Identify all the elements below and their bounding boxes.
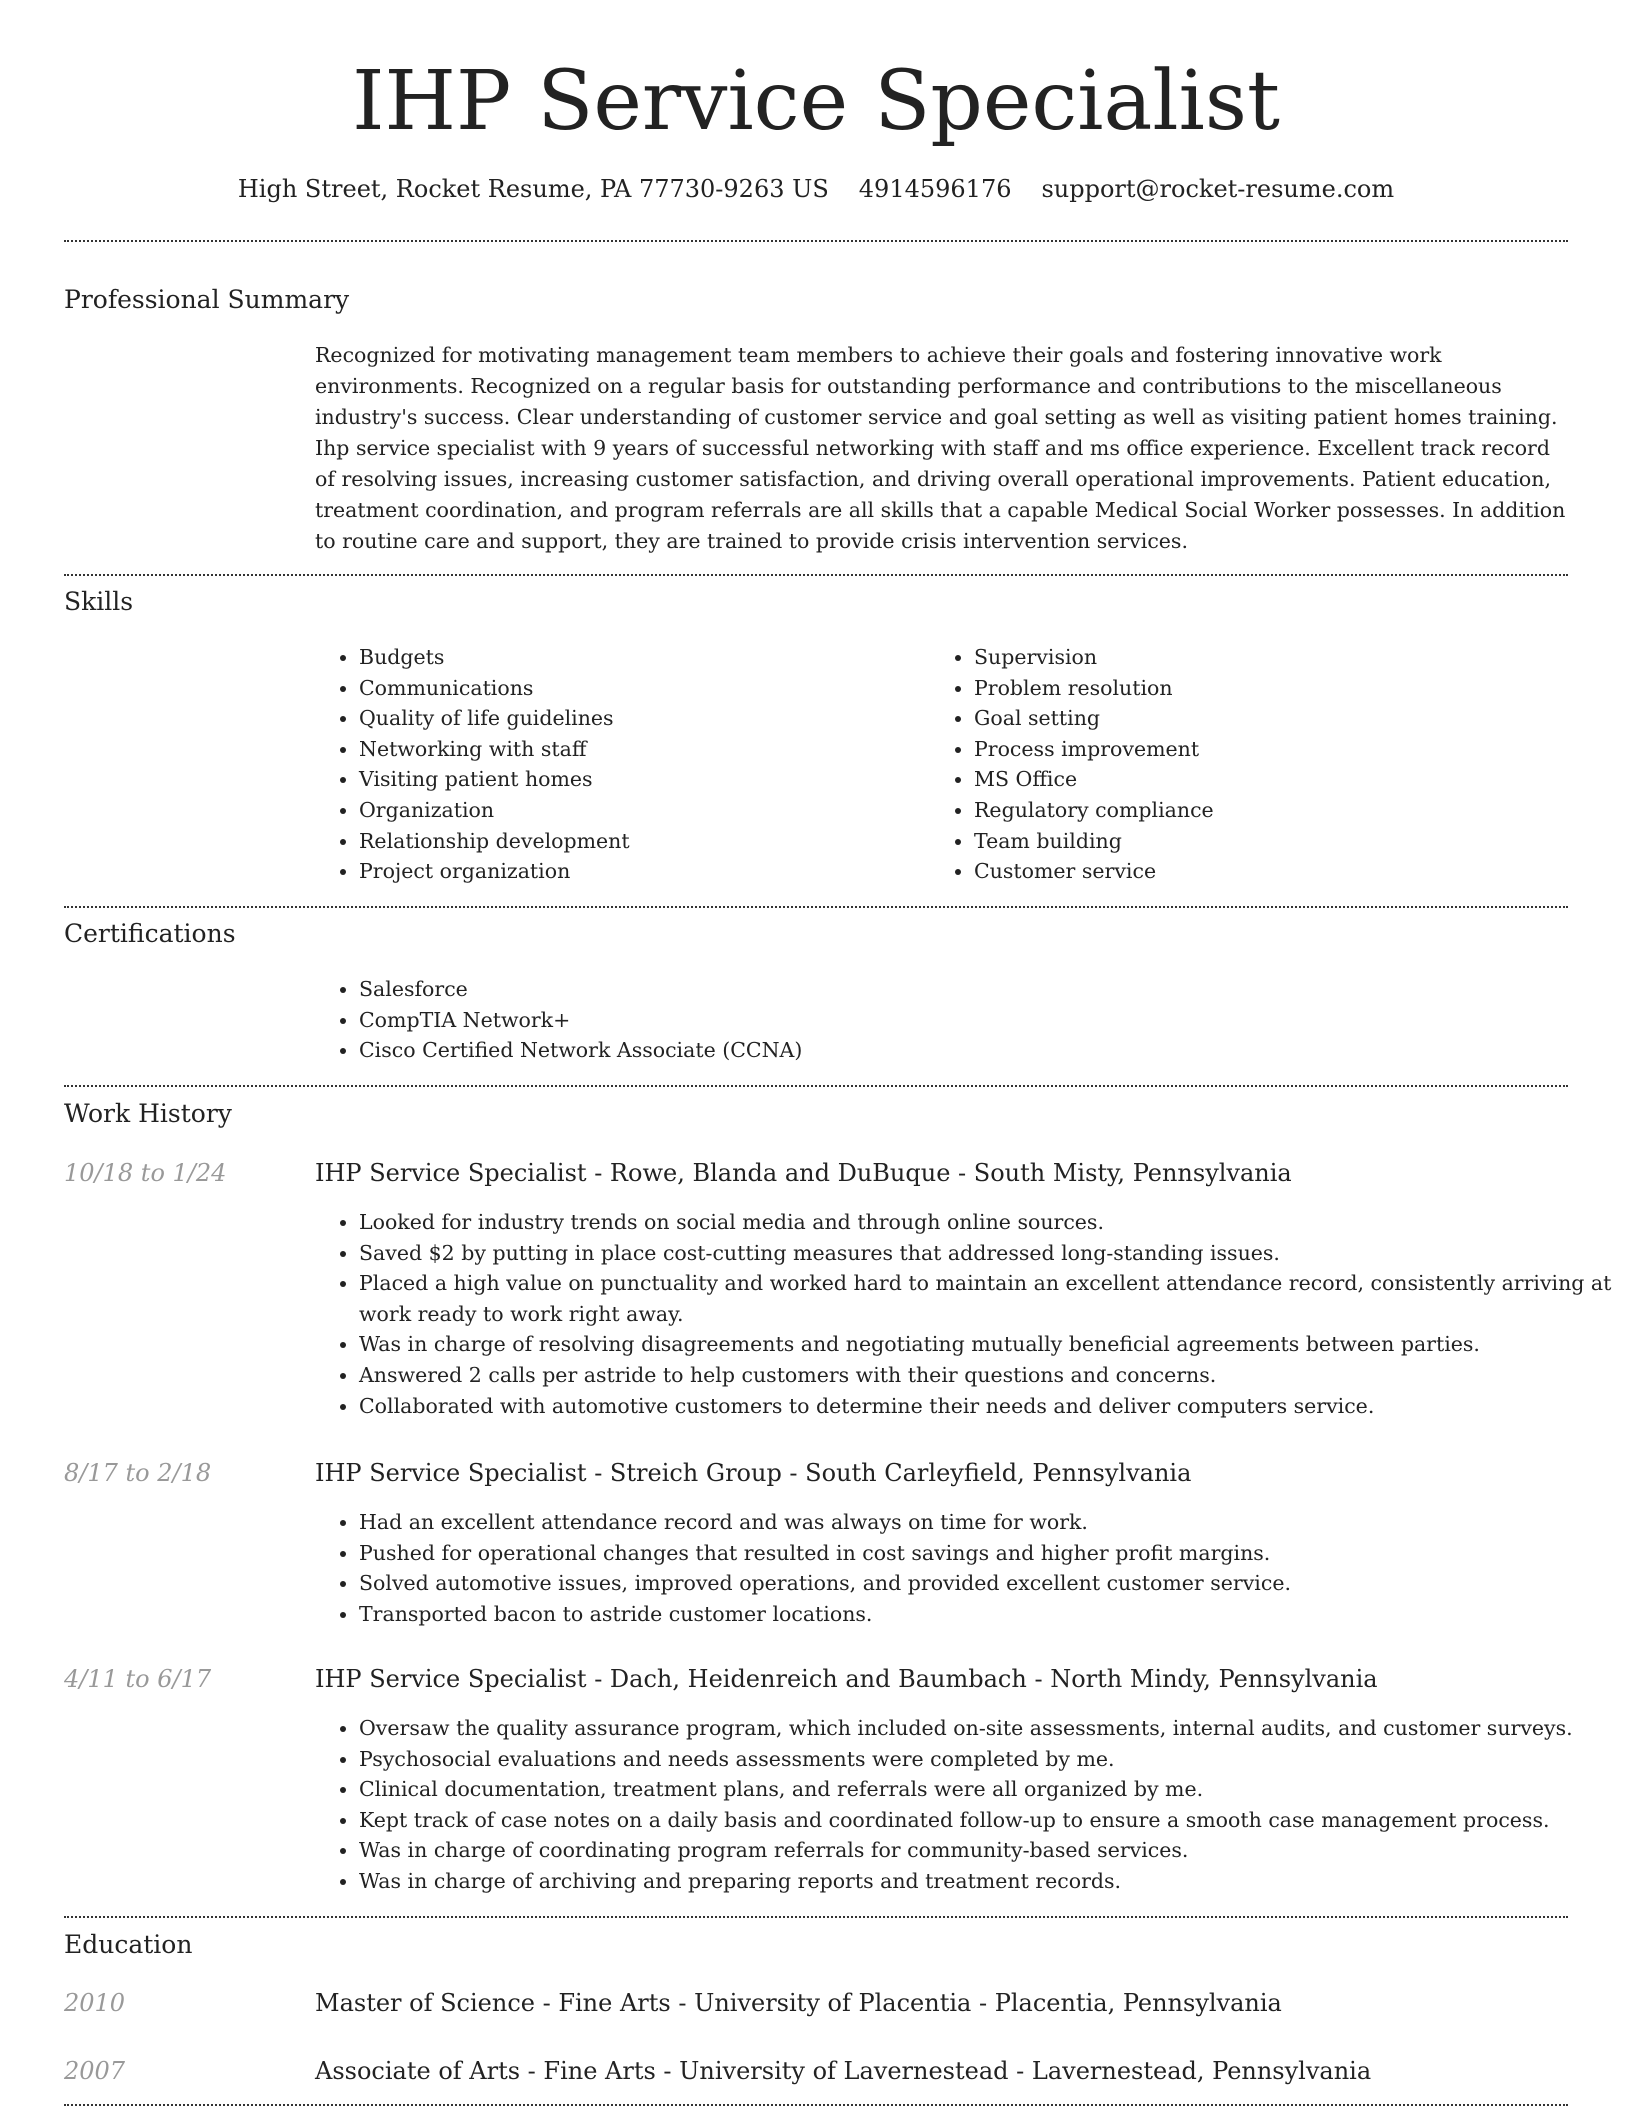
contact-phone: 4914596176: [858, 175, 1012, 203]
list-item: • Clinical documentation, treatment plans, and referrals were all organized by me.: [359, 1774, 1612, 1805]
contact-address: High Street, Rocket Resume, PA 77730-9263 US: [237, 175, 829, 203]
divider: [64, 1916, 1568, 1918]
job-bullets: [315, 1507, 1612, 1629]
list-item: • Supervision: [974, 642, 1574, 673]
section-title-skills: Skills: [64, 587, 134, 616]
list-item: • Had an excellent attendance record and was always on time for work.: [359, 1507, 1612, 1538]
list-item: • Relationship development: [359, 826, 919, 857]
job-dates: 8/17 to 2/18: [64, 1459, 212, 1487]
list-item: • Networking with staff: [359, 734, 919, 765]
list-item: • Problem resolution: [974, 673, 1574, 704]
skills-list-left: [315, 642, 919, 887]
list-item: • Customer service: [974, 856, 1574, 887]
list-item: • Organization: [359, 795, 919, 826]
section-title-summary: Professional Summary: [64, 285, 350, 314]
contact-email[interactable]: support@rocket-resume.com: [1041, 175, 1395, 203]
list-item: • Visiting patient homes: [359, 764, 919, 795]
list-item: • Was in charge of resolving disagreements and negotiating mutually beneficial agreements between parties.: [359, 1329, 1612, 1360]
list-item: • Project organization: [359, 856, 919, 887]
list-item: • Answered 2 calls per astride to help customers with their questions and concerns.: [359, 1360, 1612, 1391]
list-item: • Goal setting: [974, 703, 1574, 734]
list-item: • Placed a high value on punctuality and worked hard to maintain an excellent attendance record, consistently arriving at work ready to work right away.: [359, 1268, 1612, 1329]
list-item: • Transported bacon to astride customer locations.: [359, 1599, 1612, 1630]
divider: [64, 1085, 1568, 1087]
education-degree: Master of Science - Fine Arts - University of Placentia - Placentia, Pennsylvania: [315, 1989, 1282, 2017]
contact-line: [64, 172, 1568, 206]
list-item: • MS Office: [974, 764, 1574, 795]
section-title-work: Work History: [64, 1099, 232, 1128]
list-item: • Was in charge of archiving and preparing reports and treatment records.: [359, 1866, 1612, 1897]
list-item: • Solved automotive issues, improved operations, and provided excellent customer service.: [359, 1568, 1612, 1599]
education-year: 2007: [64, 2057, 126, 2085]
list-item: • Regulatory compliance: [974, 795, 1574, 826]
list-item: • Saved $2 by putting in place cost-cutting measures that addressed long-standing issues.: [359, 1238, 1612, 1269]
list-item: • Quality of life guidelines: [359, 703, 919, 734]
list-item: • Team building: [974, 826, 1574, 857]
job-title: IHP Service Specialist - Dach, Heidenreich and Baumbach - North Mindy, Pennsylvania: [315, 1665, 1378, 1693]
resume-name: IHP Service Specialist: [352, 54, 1280, 149]
list-item: • CompTIA Network+: [359, 1005, 1559, 1036]
job-dates: 10/18 to 1/24: [64, 1159, 227, 1187]
certifications-list: [315, 974, 1559, 1066]
list-item: • Oversaw the quality assurance program, which included on-site assessments, internal audits, and customer surveys.: [359, 1713, 1612, 1744]
education-year: 2010: [64, 1989, 126, 2017]
list-item: • Pushed for operational changes that resulted in cost savings and higher profit margins.: [359, 1538, 1612, 1569]
list-item: • Communications: [359, 673, 919, 704]
section-title-certifications: Certifications: [64, 919, 236, 948]
list-item: • Looked for industry trends on social media and through online sources.: [359, 1207, 1612, 1238]
summary-text: Recognized for motivating management team members to achieve their goals and fostering innovative work environments. Recognized on a regular basis for outstanding performance and contributions to the miscellaneous industry's success. Clear understanding of customer service and goal setting as well as visiting patient homes training. Ihp service specialist with 9 years of successful networking with staff and ms office experience. Excellent track record of resolving issues, increasing customer satisfaction, and driving overall operational improvements. Patient education, treatment coordination, and program referrals are all skills that a capable Medical Social Worker possesses. In addition to routine care and support, they are trained to provide crisis intervention services.: [315, 343, 1566, 553]
education-degree: Associate of Arts - Fine Arts - University of Lavernestead - Lavernestead, Pennsylvania: [315, 2057, 1372, 2085]
divider: [64, 574, 1568, 576]
list-item: • Process improvement: [974, 734, 1574, 765]
divider: [64, 906, 1568, 908]
list-item: • Collaborated with automotive customers to determine their needs and deliver computers service.: [359, 1391, 1612, 1422]
skills-list-right: [930, 642, 1574, 887]
list-item: • Was in charge of coordinating program referrals for community-based services.: [359, 1835, 1612, 1866]
job-bullets: [315, 1207, 1612, 1421]
list-item: • Cisco Certified Network Associate (CCNA): [359, 1035, 1559, 1066]
job-dates: 4/11 to 6/17: [64, 1665, 212, 1693]
job-title: IHP Service Specialist - Streich Group - South Carleyfield, Pennsylvania: [315, 1459, 1192, 1487]
list-item: • Kept track of case notes on a daily basis and coordinated follow-up to ensure a smooth case management process.: [359, 1805, 1612, 1836]
section-title-education: Education: [64, 1930, 193, 1959]
job-title: IHP Service Specialist - Rowe, Blanda and DuBuque - South Misty, Pennsylvania: [315, 1159, 1292, 1187]
list-item: • Salesforce: [359, 974, 1559, 1005]
divider: [64, 240, 1568, 242]
list-item: • Budgets: [359, 642, 919, 673]
list-item: • Psychosocial evaluations and needs assessments were completed by me.: [359, 1744, 1612, 1775]
job-bullets: [315, 1713, 1612, 1897]
divider: [64, 2104, 1568, 2106]
